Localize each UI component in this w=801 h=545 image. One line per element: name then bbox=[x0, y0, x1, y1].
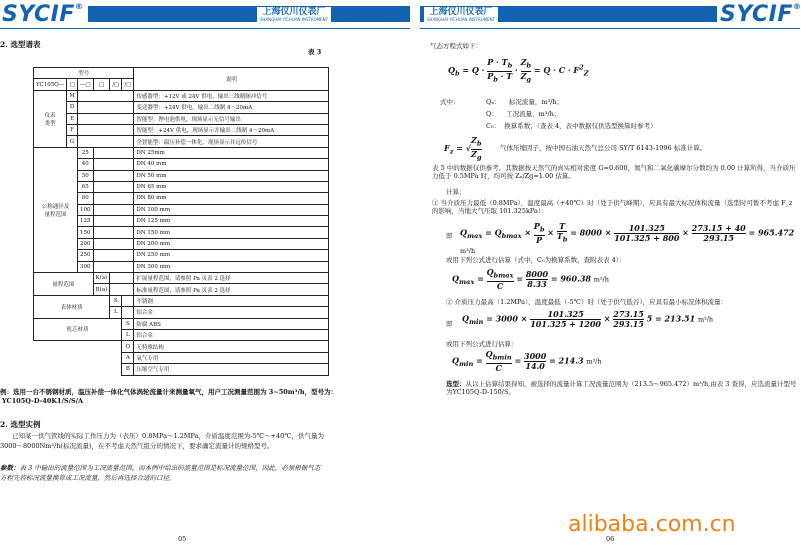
option-desc: 无特殊结构 bbox=[134, 341, 329, 352]
table-row bbox=[34, 193, 329, 204]
option-desc: 标准量程范围，请参照 Pa 页表 2 选择 bbox=[134, 284, 329, 295]
option-code: 200 bbox=[77, 238, 93, 249]
table-cell bbox=[110, 273, 134, 284]
option-code: 65 bbox=[77, 181, 93, 192]
header-rule-right bbox=[420, 28, 800, 29]
table-cell bbox=[93, 227, 134, 238]
option-code: D bbox=[67, 102, 78, 113]
brand-logo-right: SYCIF® bbox=[720, 2, 801, 27]
fz-equation: $F_z$ = √ $\frac{Z_b}{Z_g}$ bbox=[444, 135, 482, 162]
option-code: E bbox=[67, 113, 78, 124]
blank-cell bbox=[34, 341, 122, 375]
header-rule-left bbox=[0, 28, 410, 29]
option-desc: 变送器型：+24V 供电，输出二线制 4～20mA bbox=[134, 102, 329, 113]
model-code: —□ bbox=[77, 79, 93, 90]
note-para: 参数：表 3 中输出的流量范围为工况流量范围，而本例中给出的流量范围是标况流量范围，因此，必须根据气态 bbox=[0, 464, 321, 472]
option-code: 80 bbox=[77, 193, 93, 204]
table-cell bbox=[93, 181, 134, 192]
section-title-spec: 2. 选型谱表 bbox=[0, 40, 41, 49]
p-note: 表 5 中的数据仅供参考。其数据按天然气的真实相对密度 G=0.600，氮气和二氧化碳摩尔分数均为 0.00 计算所得，当介质压力低于 0.5MPa 时，均可按 Zₙ/Zg=1.00 估算。 bbox=[432, 164, 796, 180]
eq4: $Q_{min}$ = $\frac{Q_{bmin}}{C}$ = $\frac{3000}{14.0}$ = 214.3 m³/h bbox=[452, 349, 602, 373]
option-code: M bbox=[67, 90, 78, 101]
table-row bbox=[34, 170, 329, 181]
option-code: 100 bbox=[77, 204, 93, 215]
model-header: 型号 bbox=[34, 68, 134, 79]
def-row: C₀： 换算系数；（查表 4，表中数据仅供选型换算时参考） bbox=[486, 122, 657, 130]
option-code: B(a) bbox=[93, 284, 110, 295]
model-code: /□ bbox=[110, 79, 122, 90]
option-code: L bbox=[110, 307, 122, 318]
or-label-1: 或用下列公式进行估算（式中，C₀为换算系数，查附表表 4）： bbox=[446, 256, 626, 264]
calc-step-2: ② 介质压力最高（1.2MPa），温度最低（-5℃）时（处于供气低谷），应具有最小标况体积流量： bbox=[446, 298, 728, 306]
option-code: 25 bbox=[77, 147, 93, 158]
option-code: L bbox=[122, 329, 134, 340]
table-row bbox=[34, 261, 329, 272]
page-header bbox=[0, 0, 800, 28]
option-desc: 不锈钢 bbox=[134, 295, 329, 306]
header-title-right: 上海仪川仪表厂 SHANGHAI YICHUAN INSTRUMENT bbox=[424, 7, 498, 23]
option-code: 50 bbox=[77, 170, 93, 181]
note-para-2: 方程先将标况流量换算成工况流量，然后再选择合适的口径。 bbox=[0, 474, 176, 482]
section-title-example: 2. 选型实例 bbox=[0, 420, 41, 429]
table-row bbox=[34, 250, 329, 261]
eq2: $Q_{max}$ = $\frac{Q_{bmax}}{C}$ = $\frac{8000}{8.33}$ = 960.38 m³/h bbox=[452, 267, 609, 291]
table-caption: 表 3 bbox=[308, 48, 322, 56]
table-row bbox=[34, 318, 329, 329]
option-desc: 传感器型：+12V 或 24V 供电，输出三线制脉冲信号 bbox=[134, 90, 329, 101]
def-row: Q： 工况流量，m³/h； bbox=[486, 110, 561, 118]
table-cell bbox=[93, 261, 134, 272]
header-title-left: 上海仪川仪表厂 SHANGHAI YICHUAN INSTRUMENT bbox=[257, 7, 331, 23]
option-desc: DN 40 mm bbox=[134, 159, 329, 170]
option-code: S bbox=[122, 318, 134, 329]
fz-text: 气体压缩因子，按中国石油天然气总公司 SY/T 6143-1996 标准计算。 bbox=[500, 144, 707, 152]
option-code: 125 bbox=[77, 216, 93, 227]
calc-label: 计算： bbox=[446, 188, 466, 196]
table-cell bbox=[122, 295, 134, 306]
group-label-core: 机芯材质 bbox=[34, 318, 122, 341]
or-label-2: 或用下列公式进行估算： bbox=[446, 340, 518, 348]
option-desc: DN 25mm bbox=[134, 147, 329, 158]
table-cell bbox=[93, 238, 134, 249]
option-code: O bbox=[122, 341, 134, 352]
table-row bbox=[34, 273, 329, 284]
option-desc: 铝合金 bbox=[134, 329, 329, 340]
option-desc: DN 65 mm bbox=[134, 181, 329, 192]
calc-step-1: ① 当介质压力最低（0.8MPa），温度最高（+40℃）时（处于供气峰期），应具有最大标况体积流量（选型时可暂不考虑 F_z 的影响，当地大气压取 101.325kPa）： bbox=[432, 199, 793, 215]
option-code: 40 bbox=[77, 159, 93, 170]
watermark: alibaba.com.cn bbox=[568, 512, 736, 537]
option-desc: 扩展量程范围，请参照 Pa 页表 2 选择 bbox=[134, 273, 329, 284]
model-code: □ bbox=[67, 79, 78, 90]
option-desc: 氧气专用 bbox=[134, 352, 329, 363]
option-desc: DN 300 mm bbox=[134, 261, 329, 272]
option-code: K(a) bbox=[93, 273, 110, 284]
ji-label-2: 即 bbox=[446, 320, 453, 328]
table-cell bbox=[93, 193, 134, 204]
option-desc: 智能型：锂电池供电，现场显示无信号输出 bbox=[134, 113, 329, 124]
table-cell bbox=[93, 216, 134, 227]
where-label: 式中： bbox=[440, 98, 460, 106]
table-row bbox=[34, 238, 329, 249]
table-row bbox=[34, 341, 329, 352]
group-label-caliber: 公称通径及 量程范围 bbox=[34, 147, 78, 272]
option-code: 300 bbox=[77, 261, 93, 272]
table-cell bbox=[93, 204, 134, 215]
table-row bbox=[34, 113, 329, 124]
option-desc: DN 125 mm bbox=[134, 216, 329, 227]
eq1: $Q_{max} = Q_{bmax}$ × $\frac{P_b}{P}$ × $\frac{T}{T_b}$ = 8000 × $\frac{101.325}{101.325 + 800}$ × $\frac{273.15 + 40}{293.15}$ = 965.472 m³/h bbox=[460, 221, 795, 255]
table-row bbox=[34, 124, 329, 135]
table-row bbox=[34, 136, 329, 147]
option-code: A bbox=[122, 352, 134, 363]
desc-header: 说明 bbox=[134, 68, 329, 91]
def-row: Qₙ： 标况流量，m³/h； bbox=[486, 98, 564, 106]
example-model: YC105Q-D-40K1/S/S/A bbox=[2, 397, 84, 405]
option-desc: DN 50 mm bbox=[134, 170, 329, 181]
table-row bbox=[34, 216, 329, 227]
table-cell bbox=[77, 102, 134, 113]
table-cell bbox=[77, 90, 134, 101]
gas-equation: $Q_b = Q$ · $\frac{P \cdot T_b}{P_b \cdot T}$ · $\frac{Z_b}{Z_g}$ = $Q \cdot C \cdot F^2_Z$ bbox=[448, 57, 589, 84]
example-para-1: 已知某一供气管线的实际工作压力为（表压）0.8MPa～1.2MPa，介质温度范围为-5℃～+40℃，供气量为 bbox=[12, 432, 324, 440]
example-note: 例：选用一台不锈钢材质，温压补偿一体化气体涡轮流量计来测量氧气，用户工况测量范围为 3~50m³/h，型号为： bbox=[0, 388, 338, 396]
table-row bbox=[34, 102, 329, 113]
table-row bbox=[34, 159, 329, 170]
option-desc: DN 150 mm bbox=[134, 227, 329, 238]
table-cell bbox=[93, 250, 134, 261]
eq-title: 气态方程式如下： bbox=[430, 42, 482, 50]
table-cell bbox=[122, 307, 134, 318]
selection-table bbox=[33, 67, 329, 376]
option-desc: 压缩空气专用 bbox=[134, 364, 329, 375]
table-row bbox=[34, 147, 329, 158]
option-code: 250 bbox=[77, 250, 93, 261]
conclusion: 选型：从以上估算结果得知，被选择的流量计算工况流量范围为（213.5～965.472）m³/h,由表 3 查得，应选流量计型号为YC105Q-D-150/S。 bbox=[446, 380, 797, 396]
model-prefix: YC105Q— bbox=[34, 79, 67, 90]
group-label-meter: 仪表 类型 bbox=[34, 90, 67, 147]
option-desc: 铝合金 bbox=[134, 307, 329, 318]
option-code: S bbox=[110, 295, 122, 306]
table-row bbox=[34, 204, 329, 215]
table-cell bbox=[77, 124, 134, 135]
option-desc: DN 100 mm bbox=[134, 204, 329, 215]
table-row bbox=[34, 295, 329, 306]
brand-logo-left: SYCIF® bbox=[2, 2, 84, 27]
option-desc: DN 80 mm bbox=[134, 193, 329, 204]
ji-label: 即 bbox=[446, 232, 453, 240]
page-number-right: 06 bbox=[606, 535, 615, 543]
option-code: G bbox=[67, 136, 78, 147]
option-desc: 防腐 ABS bbox=[134, 318, 329, 329]
table-row bbox=[34, 181, 329, 192]
example-para-2: 3000～8000Nm³/h(标况流量)，在不考虑天然气组分的情况下，要求确定流量计的规格型号。 bbox=[0, 442, 274, 450]
eq3: $Q_{min} = 3000$ × $\frac{101.325}{101.325 + 1200}$ × $\frac{273.15}{293.15}$ 5 = 213.51 m³/h bbox=[462, 309, 714, 329]
table-cell bbox=[93, 159, 134, 170]
option-desc: 智能型：+24V 供电，现场显示并输出二线制 4～20mA bbox=[134, 124, 329, 135]
option-code: F bbox=[67, 124, 78, 135]
table-cell bbox=[77, 136, 134, 147]
model-code: □ bbox=[93, 79, 110, 90]
group-label-shell: 表体材质 bbox=[34, 295, 110, 318]
option-code: B bbox=[122, 364, 134, 375]
option-desc: DN 200 mm bbox=[134, 238, 329, 249]
group-label-range: 量程范围 bbox=[34, 273, 94, 296]
option-code: 150 bbox=[77, 227, 93, 238]
option-desc: 全智能型：温压补偿一体化，现场显示并远传信号 bbox=[134, 136, 329, 147]
table-cell bbox=[93, 147, 134, 158]
page-number-left: 05 bbox=[178, 535, 187, 543]
table-cell bbox=[93, 170, 134, 181]
table-row bbox=[34, 227, 329, 238]
model-code: /□ bbox=[122, 79, 134, 90]
table-cell bbox=[77, 113, 134, 124]
table-row bbox=[34, 90, 329, 101]
table-cell bbox=[110, 284, 134, 295]
header-band-left bbox=[88, 6, 410, 22]
option-desc: DN 250 mm bbox=[134, 250, 329, 261]
